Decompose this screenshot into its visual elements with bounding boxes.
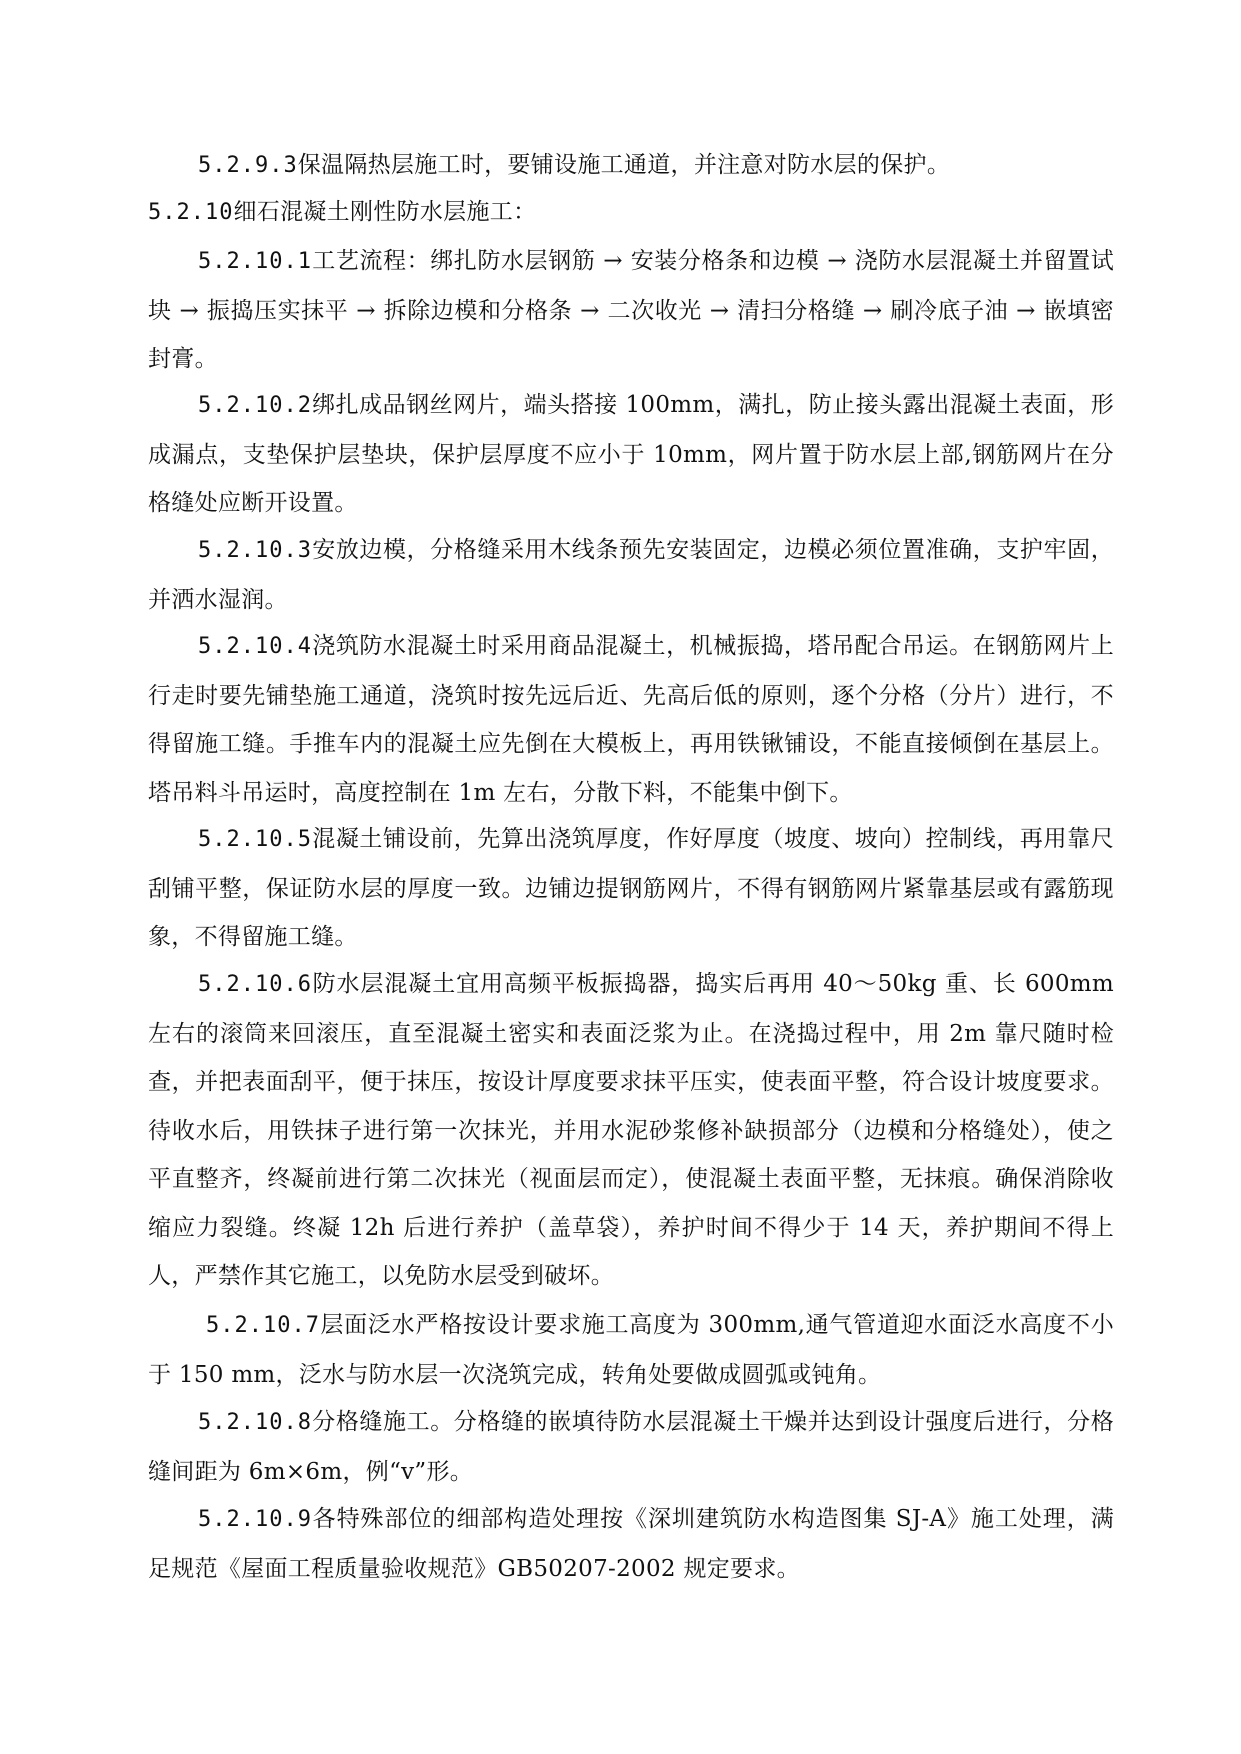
- section-number: 5.2.10.3: [198, 538, 312, 563]
- section-number: 5.2.10.2: [198, 393, 312, 418]
- paragraph-5-2-10-7: [148, 1301, 1114, 1399]
- paragraph-5-2-10-6: [148, 960, 1114, 1301]
- section-number: 5.2.10.6: [198, 972, 312, 997]
- paragraph-text: 防水层混凝土宜用高频平板振捣器，捣实后再用 40～50kg 重、长 600mm左右的滚筒来回滚压，直至混凝土密实和表面泛浆为止。在浇捣过程中，用 2m 靠尺随时检查，并把表面刮平，便于抹压，按设计厚度要求抹平压实，使表面平整，符合设计坡度要求。待收水后，用铁抹子进行第一次抹光，并用水泥砂浆修补缺损部分（边模和分格缝处），使之平直整齐，终凝前进行第二次抹光（视面层而定），使混凝土表面平整，无抹痕。确保消除收缩应力裂缝。终凝 12h 后进行养护（盖草袋），养护时间不得少于 14 天，养护期间不得上人，严禁作其它施工，以免防水层受到破坏。: [148, 971, 1114, 1289]
- section-number: 5.2.10: [148, 200, 234, 225]
- paragraph-5-2-10-3: [148, 526, 1114, 624]
- paragraph-5-2-9-3: [148, 141, 1114, 191]
- paragraph-5-2-10-4: [148, 622, 1114, 817]
- paragraph-text: 分格缝施工。分格缝的嵌填待防水层混凝土干燥并达到设计强度后进行，分格缝间距为 6m×6m，例“v”形。: [148, 1409, 1114, 1485]
- section-number: 5.2.10.5: [198, 827, 312, 852]
- paragraph-5-2-10-5: [148, 815, 1114, 962]
- paragraph-text: 混凝土铺设前，先算出浇筑厚度，作好厚度（坡度、坡向）控制线，再用靠尺刮铺平整，保证防水层的厚度一致。边铺边提钢筋网片，不得有钢筋网片紧靠基层或有露筋现象，不得留施工缝。: [148, 826, 1114, 950]
- paragraph-text: 浇筑防水混凝土时采用商品混凝土，机械振捣，塔吊配合吊运。在钢筋网片上行走时要先铺垫施工通道，浇筑时按先远后近、先高后低的原则，逐个分格（分片）进行，不得留施工缝。手推车内的混凝土应先倒在大模板上，再用铁锹铺设，不能直接倾倒在基层上。塔吊料斗吊运时，高度控制在 1m 左右，分散下料，不能集中倒下。: [148, 633, 1114, 806]
- paragraph-5-2-10-1: [148, 237, 1114, 384]
- section-number: 5.2.10.1: [198, 249, 312, 274]
- paragraph-text: 各特殊部位的细部构造处理按《深圳建筑防水构造图集 SJ-A》施工处理，满足规范《屋面工程质量验收规范》GB50207-2002 规定要求。: [148, 1506, 1114, 1582]
- paragraph-5-2-10-8: [148, 1398, 1114, 1496]
- paragraph-5-2-10-9: [148, 1495, 1114, 1593]
- paragraph-text: 层面泛水严格按设计要求施工高度为 300mm,通气管道迎水面泛水高度不小于 150 mm，泛水与防水层一次浇筑完成，转角处要做成圆弧或钝角。: [148, 1312, 1114, 1388]
- paragraph-text: 工艺流程：绑扎防水层钢筋 → 安装分格条和边模 → 浇防水层混凝土并留置试块 → 振捣压实抹平 → 拆除边模和分格条 → 二次收光 → 清扫分格缝 → 刷冷底子油 → 嵌填密封膏。: [148, 248, 1114, 372]
- paragraph-text: 细石混凝土刚性防水层施工：: [233, 199, 537, 225]
- paragraph-text: 保温隔热层施工时，要铺设施工通道，并注意对防水层的保护。: [297, 152, 951, 178]
- section-number: 5.2.10.7: [206, 1313, 320, 1338]
- paragraph-text: 绑扎成品钢丝网片，端头搭接 100mm，满扎，防止接头露出混凝土表面，形成漏点，支垫保护层垫块，保护层厚度不应小于 10mm，网片置于防水层上部,钢筋网片在分格缝处应断开设置。: [148, 392, 1114, 516]
- heading-5-2-10: [148, 188, 1114, 238]
- section-number: 5.2.9.3: [198, 153, 298, 178]
- paragraph-5-2-10-2: [148, 381, 1114, 528]
- section-number: 5.2.10.9: [198, 1507, 312, 1532]
- section-number: 5.2.10.4: [198, 634, 312, 659]
- section-number: 5.2.10.8: [198, 1410, 312, 1435]
- paragraph-text: 安放边模，分格缝采用木线条预先安装固定，边模必须位置准确，支护牢固，并洒水湿润。: [148, 537, 1114, 613]
